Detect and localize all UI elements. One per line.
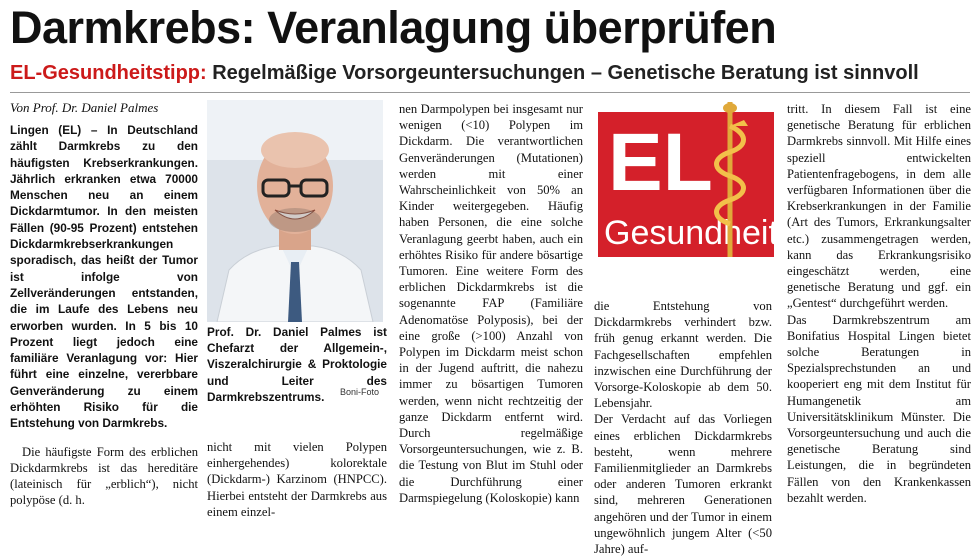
- body-paragraph: die Entstehung von Dickdarmkrebs verhindert bzw. früh genug erkannt werden. Die Fachgesellschaften empfehlen inzwischen eine Durchführung der Vorsorge-Koloskopie ab dem 50. Lebensjahr.: [594, 299, 772, 411]
- body-paragraph: Die häufigste Form des erblichen Dickdarmkrebs ist das hereditäre (lateinisch für „erblich“), nicht polypöse (d. h.: [10, 444, 198, 508]
- byline: Von Prof. Dr. Daniel Palmes: [10, 100, 159, 115]
- headline: Darmkrebs: Veranlagung überprüfen: [10, 2, 777, 53]
- subheadline: [10, 60, 919, 86]
- author-photo: [207, 100, 383, 322]
- lead-paragraph: Lingen (EL) – In Deutschland zählt Darmkrebs zu den häufigsten Krebserkrankungen. Jährlich erkranken etwa 70000 Menschen neu an einem Dickdarmtumor. In den meisten Fällen (90-95 Prozent) entstehen Dickdarmkrebserkrankungen sporadisch, das heißt der Tumor ist infolge von Zellveränderungen entstanden, die im Laufe des Lebens neu erworben wurden. In 5 bis 10 Prozent liegt jedoch eine familiäre Veranlagung vor: Hier führt eine einzelne, vererbbare Genveränderung zu einem erhöhten Risiko für die Entstehung von Darmkrebs.: [10, 123, 198, 431]
- article-column-4: [594, 298, 772, 557]
- article-column-2: [207, 439, 387, 520]
- logo-gesundheit-text: Gesundheit: [604, 214, 774, 252]
- el-gesundheit-logo: [598, 102, 774, 257]
- header-divider: [10, 92, 970, 93]
- body-paragraph: Der Verdacht auf das Vorliegen eines erblichen Dickdarmkrebs besteht, wenn mehrere Familienmitglieder an Darmkrebs oder anderen Tumoren erkrankt sind, mehreren Generationen angehören und der Tumor in einem ungewöhnlich jungem Alter (<50 Jahre) auf-: [594, 412, 772, 557]
- body-paragraph: tritt. In diesem Fall ist eine genetische Beratung für erblichen Darmkrebs sinnvoll. Mit Hilfe eines speziell entwickelten Patientenfragebogens, in dem alle verfügbaren Informationen über die Krebserkrankungen in der Familie (Art des Tumors, Erkrankungsalter etc.) zusammengetragen werden, kann das Erkrankungsrisiko eingeschätzt werden, eine genetische Beratung und ggf. ein „Gentest“ durchgeführt werden.: [787, 102, 971, 311]
- portrait-illustration: [207, 100, 383, 322]
- photo-credit: Boni-Foto: [340, 387, 380, 397]
- article-column-5: [787, 101, 971, 506]
- subhead-text: Regelmäßige Vorsorgeuntersuchungen – Genetische Beratung ist sinnvoll: [212, 62, 919, 84]
- body-paragraph: Das Darmkrebszentrum am Bonifatius Hospital Lingen bietet solche Beratungen in Spezialsprechstunden an und kooperiert eng mit dem Institut für Humangenetik am Universitätsklinikum Münster. Die Vorsorgeuntersuchung und auch die genetische Beratung sind Leistungen, die in begründeten Fällen von den Krankenkassen bezahlt werden.: [787, 312, 971, 505]
- logo-el-text: EL: [608, 117, 713, 208]
- article-column-1: [10, 122, 198, 508]
- article-column-3: [399, 101, 583, 506]
- body-paragraph: nicht mit vielen Polypen einhergehendes) kolorektale (Dickdarm-) Karzinom (HNPCC). Hierbei entsteht der Darmkrebs aus einem einzel-: [207, 440, 387, 519]
- subhead-kicker: EL-Gesundheitstipp:: [10, 62, 207, 84]
- photo-caption: Prof. Dr. Daniel Palmes ist Chefarzt der Allgemein-, Viszeralchirurgie & Proktologie und Leiter des Darmkrebszentrums.: [207, 325, 387, 404]
- logo-graphic: [598, 102, 774, 257]
- body-paragraph: nen Darmpolypen bei insgesamt nur wenigen (<10) Polypen im Dickdarm. Die verantwortlichen Genveränderungen (Mutationen) werden mit einer Wahrscheinlichkeit von 50% an Kinder weitergegeben. Häufig haben Personen, die eine solche Veranlagung geerbt haben, auch ein erhöhtes Risiko für andere bösartige Tumoren. Eine weitere Form des erblichen Dickdarmkrebs ist die sogenannte FAP (Familiäre Adenomatöse Polyposis), bei der eine große (>100) Anzahl von Polypen im Dickdarm meist schon in der Jugend auftritt, die nahezu immer zu bösartigen Tumoren werden, wenn nicht rechtzeitig der ganze Dickdarm entfernt wird. Durch regelmäßige Vorsorgeuntersuchungen, wie z. B. die Testung von Blut im Stuhl oder die Durchführung einer Darmspiegelung (Koloskopie) kann: [399, 102, 583, 505]
